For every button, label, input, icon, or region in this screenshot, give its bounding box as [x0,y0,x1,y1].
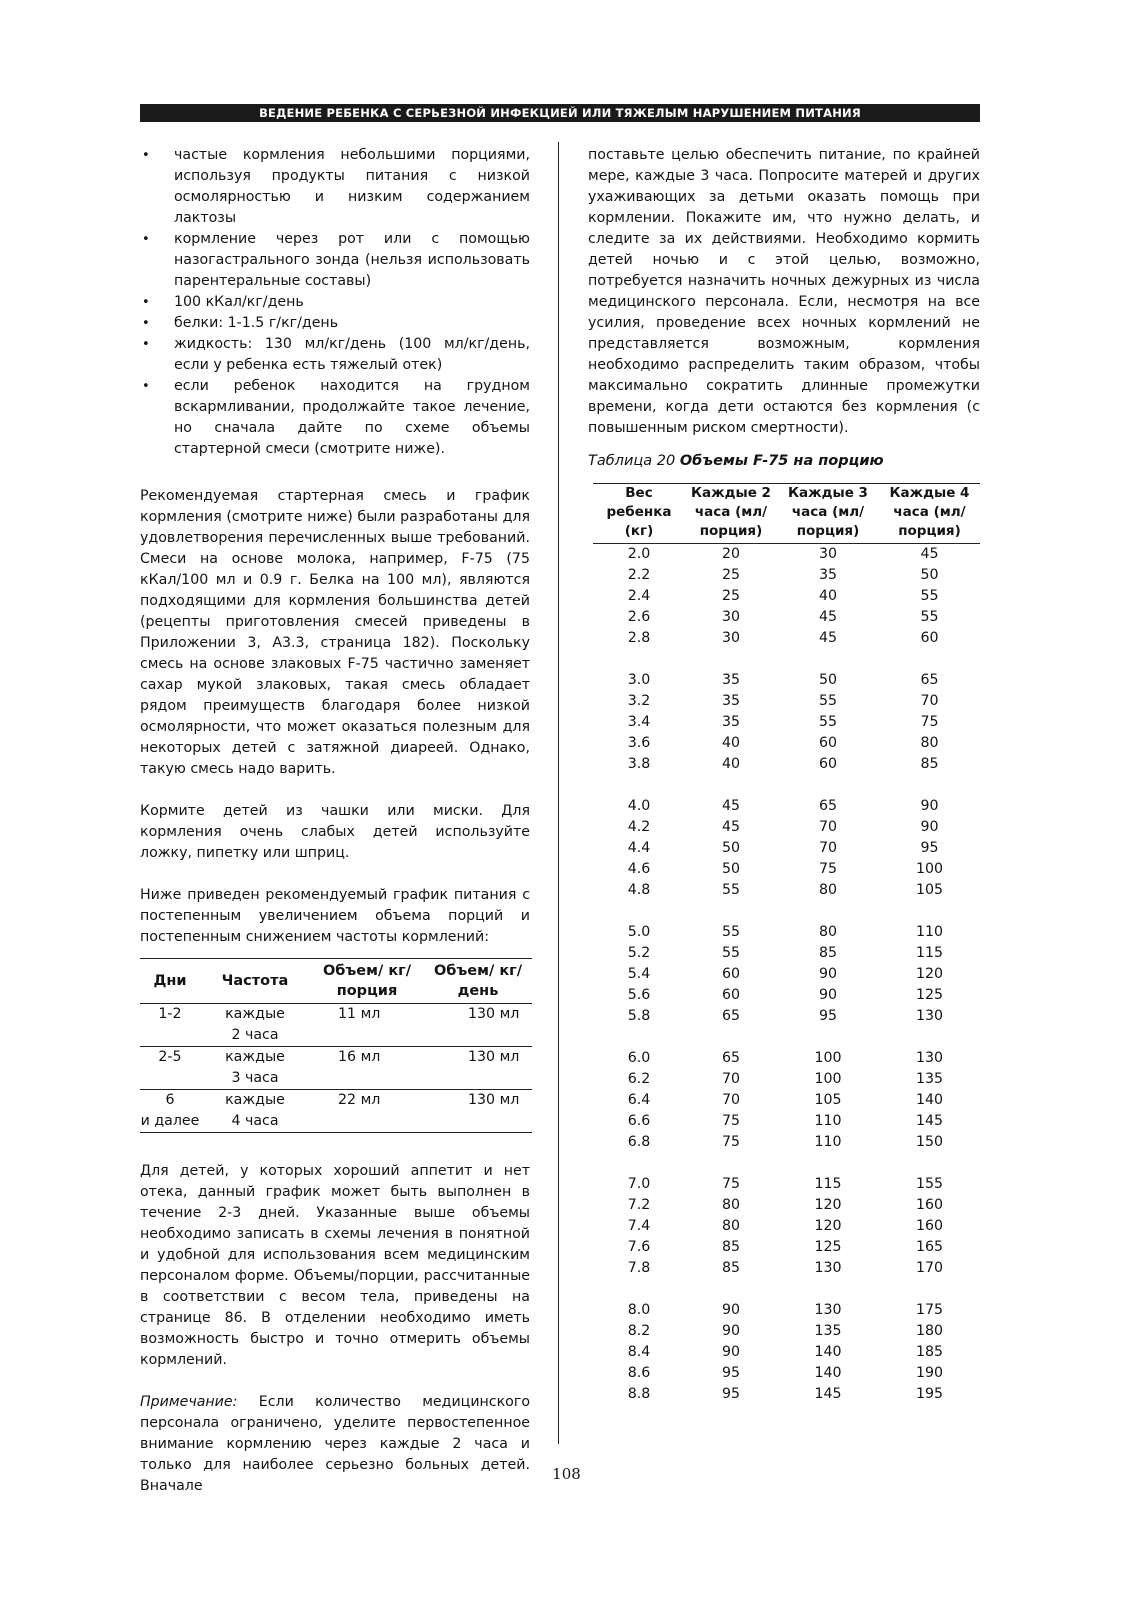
schedule-cell-line: 16 мл [338,1049,381,1065]
schedule-cell-line: 3 часа [231,1070,279,1086]
group-spacer [593,1027,980,1048]
schedule-frequency-cell [200,1004,310,1047]
volume-row [593,859,980,880]
volume-2h-cell: 60 [721,966,741,982]
night-feeding-paragraph: поставьте целью обеспечить питание, по крайней мере, каждые 3 часа. Попросите матерей и других ухаживающих за детьми оказать помощь при кормлении. Покажите им, что нужно делать, и следите за их действиями. Необходимо кормить детей ночью и с этой целью, возможно, потребуется назначить ночных дежурных из числа медицинского персонала. Если, несмотря на все усилия, проведение всех ночных кормлений не представляется возможным, кормления необходимо распределить таким образом, чтобы максимально сократить длинные промежутки времени, когда дети остаются без кормления (с повышенным риском смертности). [588,147,980,436]
volume-4h-cell: 185 [915,1344,944,1360]
schedule-intro-paragraph: Ниже приведен рекомендуемый график питания с постепенным увеличением объема порций и постепенным снижением частоты кормлений: [140,887,530,945]
volume-3h-cell: 60 [818,756,838,772]
volume-3h-cell: 40 [818,588,838,604]
schedule-note-paragraph: Для детей, у которых хороший аппетит и нет отека, данный график может быть выполнен в течение 2-3 дней. Указанные выше объемы необходимо записать в схемы лечения в понятной и удобной для использования всем медицинским персоналом форме. Объемы/порции, рассчитанные в соответствии с весом тела, приведены на странице 86. В отделении необходимо иметь возможность быстро и точно отмерить объемы кормлений. [140,1163,530,1368]
volume-3h-cell: 45 [818,609,838,625]
group-spacer [593,1153,980,1174]
volume-weight-cell: 4.2 [627,819,651,835]
volume-2h-cell: 80 [721,1218,741,1234]
feeding-schedule-table [140,958,532,1133]
volume-weight-cell: 6.2 [627,1071,651,1087]
volume-weight-cell: 2.2 [627,567,651,583]
volume-2h-cell: 30 [721,630,741,646]
schedule-portion-cell [310,1004,424,1047]
schedule-cell-line: 22 мл [338,1092,381,1108]
volume-weight-cell: 3.6 [627,735,651,751]
column-divider [558,142,559,1444]
volume-2h-cell: 50 [721,840,741,856]
volume-4h-cell: 195 [915,1386,944,1402]
volume-weight-cell: 4.6 [627,861,651,877]
volume-weight-cell: 2.0 [627,546,651,562]
volume-2h-cell: 95 [721,1386,741,1402]
volume-2h-cell: 40 [721,756,741,772]
volume-header-3h: Каждые 3 часа (мл/ порция) [777,484,879,544]
volume-2h-cell: 75 [721,1134,741,1150]
volume-row [593,733,980,754]
volume-weight-cell: 6.0 [627,1050,651,1066]
volume-3h-cell: 110 [814,1113,842,1129]
volume-2h-cell: 70 [721,1092,741,1108]
volume-row [593,796,980,817]
volume-2h-cell: 60 [721,987,741,1003]
volume-3h-cell: 90 [818,966,838,982]
requirement-text: жидкость: 130 мл/кг/день (100 мл/кг/день, если у ребенка есть тяжелый отек) [174,336,530,373]
volume-4h-cell: 60 [920,630,939,646]
volume-3h-cell: 85 [818,945,838,961]
schedule-cell-line: 11 мл [338,1006,381,1022]
volume-3h-cell: 120 [814,1197,842,1213]
schedule-daily-cell [424,1047,532,1090]
volume-header-2h: Каждые 2 часа (мл/ порция) [685,484,777,544]
volume-4h-cell: 130 [915,1050,944,1066]
section-header: ВЕДЕНИЕ РЕБЕНКА С СЕРЬЕЗНОЙ ИНФЕКЦИЕЙ ИЛИ ТЯЖЕЛЫМ НАРУШЕНИЕМ ПИТАНИЯ [140,104,980,122]
volume-3h-cell: 125 [814,1239,842,1255]
volume-row [593,691,980,712]
volume-weight-cell: 6.4 [627,1092,651,1108]
schedule-daily-cell [424,1090,532,1133]
volume-4h-cell: 155 [915,1176,944,1192]
volume-row [593,628,980,649]
volume-4h-cell: 55 [920,609,939,625]
volume-4h-cell: 160 [915,1197,944,1213]
schedule-daily-cell [424,1004,532,1047]
volume-4h-cell: 145 [915,1113,944,1129]
volume-3h-cell: 60 [818,735,838,751]
schedule-header-daily: Объем/ кг/день [424,959,532,1004]
schedule-row [140,1090,532,1133]
requirement-item [140,313,530,334]
volume-2h-cell: 90 [721,1323,741,1339]
schedule-cell-line: и далее [140,1113,200,1129]
volume-weight-cell: 3.4 [627,714,651,730]
schedule-days-cell [140,1047,200,1090]
volume-row [593,943,980,964]
volume-4h-cell: 55 [920,588,939,604]
volume-row [593,1048,980,1069]
volume-weight-cell: 8.6 [627,1365,651,1381]
volume-row [593,565,980,586]
volume-3h-cell: 75 [818,861,838,877]
schedule-cell-line: 130 мл [468,1092,520,1108]
volume-2h-cell: 80 [721,1197,741,1213]
volume-2h-cell: 45 [721,819,741,835]
volume-4h-cell: 125 [915,987,944,1003]
volume-row [593,712,980,733]
volume-3h-cell: 95 [818,1008,838,1024]
volume-row [593,817,980,838]
volume-4h-cell: 45 [920,546,939,562]
volume-row [593,670,980,691]
volume-2h-cell: 65 [721,1008,741,1024]
table-caption-title: Объемы F-75 на порцию [679,453,884,469]
volume-4h-cell: 95 [920,840,939,856]
requirement-item [140,145,530,229]
volume-4h-cell: 130 [915,1008,944,1024]
volume-3h-cell: 70 [818,840,838,856]
volume-row [593,985,980,1006]
schedule-days-cell [140,1090,200,1133]
volume-3h-cell: 50 [818,672,838,688]
volume-3h-cell: 120 [814,1218,842,1234]
volume-weight-cell: 4.8 [627,882,651,898]
schedule-cell-line: 2-5 [158,1049,182,1065]
volume-row [593,1069,980,1090]
volume-2h-cell: 75 [721,1176,741,1192]
schedule-row [140,1004,532,1047]
right-column [588,145,980,1405]
volume-weight-cell: 4.0 [627,798,651,814]
group-spacer [593,901,980,922]
volume-weight-cell: 5.4 [627,966,651,982]
table-caption-number: Таблица 20 [588,453,676,469]
schedule-cell-line: 130 мл [468,1006,520,1022]
requirement-text: 100 кКал/кг/день [174,294,304,310]
volume-row [593,1006,980,1027]
volume-2h-cell: 45 [721,798,741,814]
volume-2h-cell: 65 [721,1050,741,1066]
volume-2h-cell: 55 [721,945,741,961]
volume-4h-cell: 115 [915,945,944,961]
volume-3h-cell: 130 [814,1302,842,1318]
group-spacer-cell [593,1279,980,1300]
volume-3h-cell: 110 [814,1134,842,1150]
volume-row [593,1195,980,1216]
page-number: 108 [552,1465,581,1483]
volume-row [593,1342,980,1363]
schedule-header-portion: Объем/ кг/порция [310,959,424,1004]
volume-weight-cell: 8.2 [627,1323,651,1339]
volume-3h-cell: 105 [814,1092,842,1108]
bullet-icon: • [142,379,150,394]
schedule-header-days: Дни [140,959,200,1004]
requirement-text: белки: 1-1.5 г/кг/день [174,315,339,331]
volume-row [593,1237,980,1258]
volume-2h-cell: 40 [721,735,741,751]
table-caption [588,451,980,472]
requirement-item [140,229,530,292]
volume-3h-cell: 30 [818,546,838,562]
schedule-days-cell [140,1004,200,1047]
volume-3h-cell: 145 [814,1386,842,1402]
schedule-cell-line: 6 [165,1092,175,1108]
volume-2h-cell: 35 [721,714,741,730]
schedule-header-frequency: Частота [200,959,310,1004]
volume-4h-cell: 65 [920,672,939,688]
volume-row [593,838,980,859]
group-spacer [593,1279,980,1300]
schedule-cell-line: 1-2 [158,1006,182,1022]
volume-weight-cell: 3.8 [627,756,651,772]
volume-weight-cell: 5.8 [627,1008,651,1024]
volume-3h-cell: 80 [818,882,838,898]
volume-3h-cell: 140 [814,1365,842,1381]
volume-4h-cell: 135 [915,1071,944,1087]
volume-row [593,1174,980,1195]
volume-3h-cell: 45 [818,630,838,646]
volume-3h-cell: 115 [814,1176,842,1192]
group-spacer-cell [593,1027,980,1048]
group-spacer-cell [593,1153,980,1174]
bullet-icon: • [142,148,150,163]
group-spacer-cell [593,649,980,670]
volume-row [593,1363,980,1384]
volume-2h-cell: 85 [721,1260,741,1276]
volume-row [593,1090,980,1111]
volume-2h-cell: 35 [721,693,741,709]
volume-2h-cell: 20 [721,546,741,562]
volume-row [593,1258,980,1279]
group-spacer [593,649,980,670]
volume-4h-cell: 180 [915,1323,944,1339]
volume-3h-cell: 135 [814,1323,842,1339]
group-spacer-cell [593,775,980,796]
volume-3h-cell: 80 [818,924,838,940]
volume-3h-cell: 90 [818,987,838,1003]
volume-3h-cell: 70 [818,819,838,835]
volume-3h-cell: 65 [818,798,838,814]
volume-4h-cell: 105 [915,882,944,898]
schedule-frequency-cell [200,1090,310,1133]
f75-volume-table [593,483,980,1405]
volume-2h-cell: 55 [721,882,741,898]
volume-2h-cell: 90 [721,1302,741,1318]
volume-weight-cell: 2.8 [627,630,651,646]
schedule-portion-cell [310,1090,424,1133]
volume-row [593,1321,980,1342]
volume-4h-cell: 75 [920,714,939,730]
schedule-cell-line: каждые [225,1049,285,1065]
volume-2h-cell: 30 [721,609,741,625]
volume-weight-cell: 7.8 [627,1260,651,1276]
group-spacer-cell [593,901,980,922]
bullet-icon: • [142,316,150,331]
volume-weight-cell: 8.0 [627,1302,651,1318]
volume-weight-cell: 7.4 [627,1218,651,1234]
volume-3h-cell: 100 [814,1071,842,1087]
volume-3h-cell: 55 [818,693,838,709]
volume-row [593,1300,980,1321]
schedule-frequency-cell [200,1047,310,1090]
volume-4h-cell: 170 [915,1260,944,1276]
volume-header-row [593,484,980,544]
volume-header-4h: Каждые 4 часа (мл/ порция) [879,484,980,544]
volume-row [593,544,980,566]
volume-4h-cell: 150 [915,1134,944,1150]
volume-row [593,1384,980,1405]
schedule-header-row [140,959,532,1004]
left-column [140,145,530,1497]
volume-row [593,880,980,901]
requirement-text: кормление через рот или с помощью назогастрального зонда (нельзя использовать парентеральные составы) [174,231,530,289]
group-spacer [593,775,980,796]
volume-row [593,607,980,628]
requirements-list [140,145,530,460]
volume-weight-cell: 8.4 [627,1344,651,1360]
volume-weight-cell: 6.8 [627,1134,651,1150]
volume-4h-cell: 110 [915,924,944,940]
volume-weight-cell: 3.2 [627,693,651,709]
volume-4h-cell: 90 [920,819,939,835]
volume-weight-cell: 7.6 [627,1239,651,1255]
volume-4h-cell: 140 [915,1092,944,1108]
volume-row [593,1132,980,1153]
volume-2h-cell: 55 [721,924,741,940]
volume-3h-cell: 130 [814,1260,842,1276]
requirement-item [140,292,530,313]
volume-4h-cell: 70 [920,693,939,709]
volume-weight-cell: 7.2 [627,1197,651,1213]
volume-4h-cell: 100 [915,861,944,877]
volume-weight-cell: 2.4 [627,588,651,604]
schedule-cell-line: 130 мл [468,1049,520,1065]
volume-4h-cell: 90 [920,798,939,814]
volume-4h-cell: 50 [920,567,939,583]
schedule-cell-line: 4 часа [231,1113,279,1129]
volume-weight-cell: 3.0 [627,672,651,688]
starter-formula-paragraph: Рекомендуемая стартерная смесь и график кормления (смотрите ниже) были разработаны для удовлетворения перечисленных выше требований. Смеси на основе молока, например, F-75 (75 кКал/100 мл и 0.9 г. Белка на 100 мл), являются подходящими для кормления большинства детей (рецепты приготовления смесей приведены в Приложении 3, A3.3, страница 182). Поскольку смесь на основе злаковых F-75 частично заменяет сахар мукой злаковых, такая смесь обладает рядом преимуществ благодаря более низкой осмолярности, что может оказаться полезным для некоторых детей с затяжной диареей. Однако, такую смесь надо варить. [140,488,530,777]
note-label: Примечание: [140,1394,238,1410]
schedule-cell-line: каждые [225,1006,285,1022]
requirement-item [140,376,530,460]
bullet-icon: • [142,337,150,352]
volume-row [593,586,980,607]
schedule-row [140,1047,532,1090]
volume-row [593,922,980,943]
volume-weight-cell: 5.0 [627,924,651,940]
volume-2h-cell: 90 [721,1344,741,1360]
volume-2h-cell: 25 [721,588,741,604]
volume-weight-cell: 5.6 [627,987,651,1003]
volume-2h-cell: 85 [721,1239,741,1255]
volume-4h-cell: 120 [915,966,944,982]
volume-4h-cell: 160 [915,1218,944,1234]
volume-weight-cell: 8.8 [627,1386,651,1402]
volume-weight-cell: 7.0 [627,1176,651,1192]
volume-4h-cell: 85 [920,756,939,772]
volume-weight-cell: 4.4 [627,840,651,856]
volume-3h-cell: 55 [818,714,838,730]
volume-4h-cell: 190 [915,1365,944,1381]
requirement-text: если ребенок находится на грудном вскармливании, продолжайте такое лечение, но сначала дайте по схеме объемы стартерной смеси (смотрите ниже). [174,378,530,457]
feeding-method-paragraph: Кормите детей из чашки или миски. Для кормления очень слабых детей используйте ложку, пипетку или шприц. [140,803,530,861]
volume-row [593,964,980,985]
bullet-icon: • [142,232,150,247]
volume-2h-cell: 25 [721,567,741,583]
volume-2h-cell: 50 [721,861,741,877]
volume-row [593,754,980,775]
volume-weight-cell: 5.2 [627,945,651,961]
volume-weight-cell: 2.6 [627,609,651,625]
volume-2h-cell: 75 [721,1113,741,1129]
volume-row [593,1111,980,1132]
requirement-item [140,334,530,376]
schedule-cell-line: 2 часа [231,1027,279,1043]
volume-4h-cell: 165 [915,1239,944,1255]
volume-4h-cell: 80 [920,735,939,751]
volume-2h-cell: 70 [721,1071,741,1087]
volume-3h-cell: 100 [814,1050,842,1066]
volume-4h-cell: 175 [915,1302,944,1318]
schedule-portion-cell [310,1047,424,1090]
volume-2h-cell: 35 [721,672,741,688]
schedule-cell-line: каждые [225,1092,285,1108]
bullet-icon: • [142,295,150,310]
volume-weight-cell: 6.6 [627,1113,651,1129]
volume-2h-cell: 95 [721,1365,741,1381]
volume-3h-cell: 35 [818,567,838,583]
requirement-text: частые кормления небольшими порциями, используя продукты питания с низкой осмолярностью и низким содержанием лактозы [174,147,530,226]
note-text: Если количество медицинского персонала ограничено, уделите первостепенное внимание кормлению через каждые 2 часа и только для наиболее серьезно больных детей. Вначале [140,1394,530,1494]
volume-row [593,1216,980,1237]
volume-3h-cell: 140 [814,1344,842,1360]
volume-header-weight: Вес ребенка (кг) [593,484,685,544]
